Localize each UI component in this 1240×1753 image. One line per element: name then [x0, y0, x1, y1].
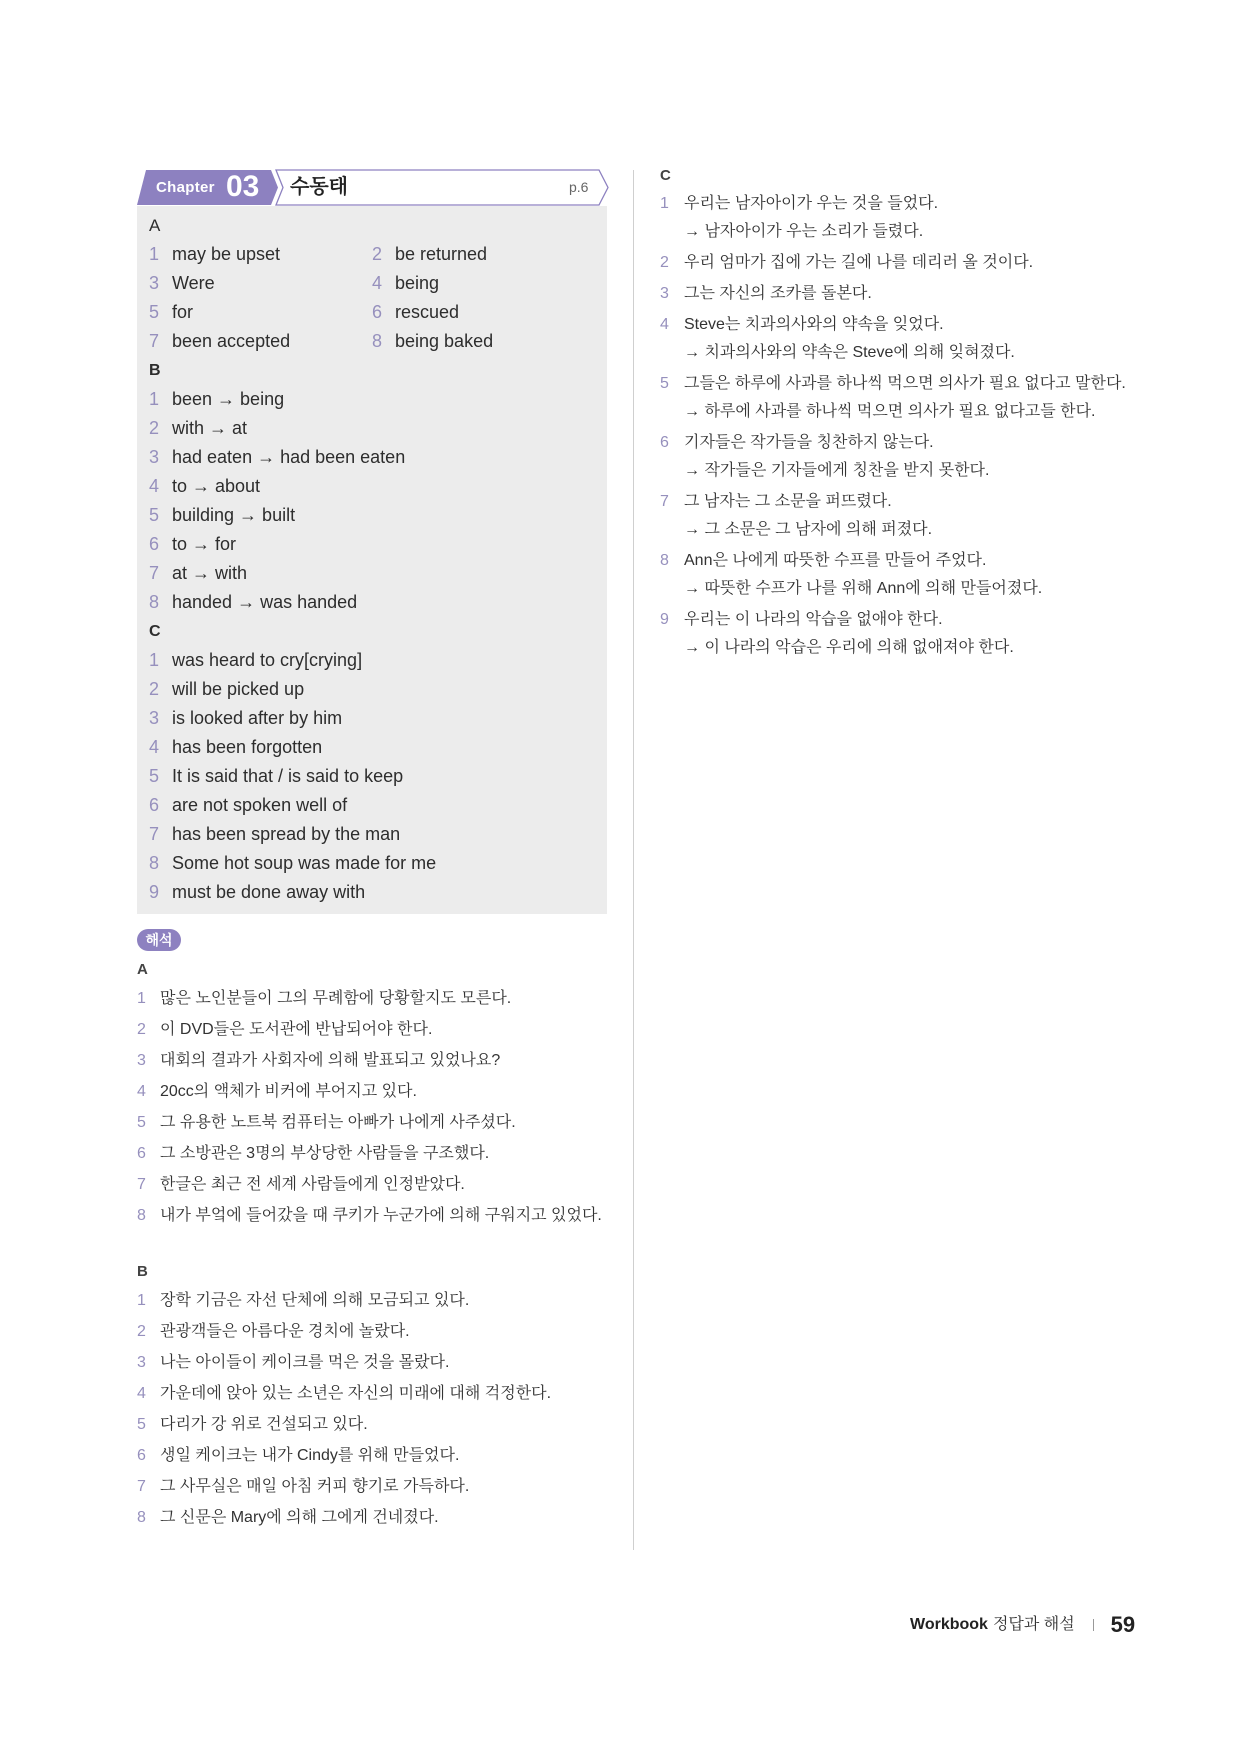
item-number: 9: [660, 611, 669, 628]
answer-item: [372, 269, 595, 298]
translation-text: 20cc의 액체가 비커에 부어지고 있다.: [160, 1083, 417, 1100]
item-number: 3: [149, 447, 160, 467]
passive-rewrite: → 하루에 사과를 하나씩 먹으면 의사가 필요 없다고들 한다.: [684, 403, 1096, 420]
answer-text: Were: [172, 273, 215, 293]
item-number: 4: [660, 316, 669, 333]
translation-text: 우리는 이 나라의 악습을 없애야 한다.: [684, 611, 943, 628]
answer-text: are not spoken well of: [172, 795, 348, 815]
answer-item: [149, 791, 595, 820]
item-number: 8: [660, 552, 669, 569]
item-number: 2: [149, 679, 160, 699]
item-number: 6: [372, 302, 383, 322]
page-footer: [910, 1612, 1135, 1638]
translation-section-b: [137, 1259, 551, 1533]
passive-rewrite: → 그 소문은 그 남자에 의해 퍼졌다.: [684, 521, 933, 538]
translation-item: [137, 1502, 551, 1533]
translation-item: [660, 249, 1126, 277]
answer-text: had eaten → had been eaten: [172, 447, 406, 467]
translation-text: 그 유용한 노트북 컴퓨터는 아빠가 나에게 사주셨다.: [160, 1114, 516, 1131]
translation-text: 우리 엄마가 집에 가는 길에 나를 데리러 올 것이다.: [684, 254, 1034, 271]
answer-item: [372, 240, 595, 269]
translation-badge: 해석: [137, 929, 181, 951]
answer-text: rescued: [395, 302, 460, 322]
translation-text: 한글은 최근 전 세계 사람들에게 인정받았다.: [160, 1176, 465, 1193]
answer-item: [149, 588, 595, 617]
column-divider: [633, 170, 634, 1550]
answer-text: may be upset: [172, 244, 281, 264]
answer-item: [149, 704, 595, 733]
translation-text: 다리가 강 위로 건설되고 있다.: [160, 1416, 368, 1433]
item-number: 5: [149, 302, 160, 322]
answer-item: [149, 385, 595, 414]
translation-item: [137, 983, 602, 1014]
page-reference: p.6: [569, 179, 589, 195]
item-number: 1: [660, 195, 669, 212]
item-number: 7: [137, 1478, 146, 1495]
answer-item: [149, 820, 595, 849]
translation-item: [660, 311, 1126, 367]
answer-text: will be picked up: [172, 679, 305, 699]
item-number: 9: [149, 882, 160, 902]
translation-text: 우리는 남자아이가 우는 것을 들었다.: [684, 195, 939, 212]
item-number: 6: [660, 434, 669, 451]
translation-text: 기자들은 작가들을 칭찬하지 않는다.: [684, 434, 934, 451]
item-number: 8: [137, 1509, 146, 1526]
item-number: 7: [149, 563, 160, 583]
answer-item: [149, 327, 372, 356]
answer-text: being baked: [395, 331, 494, 351]
answer-text: at → with: [172, 563, 248, 583]
translation-item: [137, 1316, 551, 1347]
item-number: 3: [149, 273, 160, 293]
item-number: 2: [372, 244, 383, 264]
translation-text: 대회의 결과가 사회자에 의해 발표되고 있었나요?: [160, 1052, 501, 1069]
answer-list-b: [149, 385, 595, 617]
item-number: 3: [149, 708, 160, 728]
answer-item: [149, 443, 595, 472]
translation-text: 그 소방관은 3명의 부상당한 사람들을 구조했다.: [160, 1145, 490, 1162]
translation-text: 많은 노인분들이 그의 무례함에 당황할지도 모른다.: [160, 990, 512, 1007]
item-number: 6: [149, 795, 160, 815]
answer-text: has been forgotten: [172, 737, 323, 757]
answer-text: been → being: [172, 389, 285, 409]
item-number: 4: [137, 1385, 146, 1402]
translation-section-a: [137, 957, 602, 1231]
section-heading-b: B: [149, 362, 161, 379]
item-number: 3: [137, 1052, 146, 1069]
translation-text: 그 신문은 Mary에 의해 그에게 건네졌다.: [160, 1509, 439, 1526]
translation-item: [137, 1169, 602, 1200]
item-number: 4: [137, 1083, 146, 1100]
answer-list-c: [149, 646, 595, 907]
answer-text: must be done away with: [172, 882, 366, 902]
answer-item: [149, 762, 595, 791]
answer-text: to → about: [172, 476, 261, 496]
answer-text: building → built: [172, 505, 296, 525]
translation-item: [137, 1378, 551, 1409]
translation-text: 그들은 하루에 사과를 하나씩 먹으면 의사가 필요 없다고 말한다.: [684, 375, 1126, 392]
item-number: 4: [149, 737, 160, 757]
translation-item: [137, 1076, 602, 1107]
translation-text: 생일 케이크는 내가 Cindy를 위해 만들었다.: [160, 1447, 460, 1464]
answer-item: [149, 298, 372, 327]
answer-text: has been spread by the man: [172, 824, 401, 844]
answer-item: [149, 530, 595, 559]
translation-item: [137, 1014, 602, 1045]
translation-item: [660, 280, 1126, 308]
translation-text: 관광객들은 아름다운 경치에 놀랐다.: [160, 1323, 410, 1340]
answer-text: be returned: [395, 244, 488, 264]
item-number: 7: [149, 824, 160, 844]
item-number: 1: [149, 244, 160, 264]
answer-item: [149, 414, 595, 443]
translation-text: 장학 기금은 자선 단체에 의해 모금되고 있다.: [160, 1292, 470, 1309]
item-number: 8: [137, 1207, 146, 1224]
translation-item: [137, 1107, 602, 1138]
translation-item: [660, 429, 1126, 485]
passive-rewrite: → 작가들은 기자들에게 칭찬을 받지 못한다.: [684, 462, 990, 479]
item-number: 1: [137, 1292, 146, 1309]
passive-rewrite: → 이 나라의 악습은 우리에 의해 없애져야 한다.: [684, 639, 1014, 656]
translation-text: Ann은 나에게 따뜻한 수프를 만들어 주었다.: [684, 552, 987, 569]
translation-section-c: [660, 162, 1126, 665]
passive-rewrite: → 따뜻한 수프가 나를 위해 Ann에 의해 만들어졌다.: [684, 580, 1043, 597]
answer-item: [149, 269, 372, 298]
item-number: 6: [137, 1447, 146, 1464]
chapter-number: 03: [226, 170, 260, 203]
item-number: 2: [149, 418, 160, 438]
item-number: 8: [149, 853, 160, 873]
item-number: 5: [660, 375, 669, 392]
translation-text: Steve는 치과의사와의 약속을 잊었다.: [684, 316, 944, 333]
item-number: 1: [149, 389, 160, 409]
translation-text: 이 DVD들은 도서관에 반납되어야 한다.: [160, 1021, 433, 1038]
translation-item: [137, 1045, 602, 1076]
item-number: 5: [149, 505, 160, 525]
section-heading-a: A: [149, 216, 161, 235]
translation-text: 그는 자신의 조카를 돌본다.: [684, 285, 872, 302]
translation-item: [660, 190, 1126, 246]
answer-text: being: [395, 273, 440, 293]
answer-item: [149, 240, 372, 269]
footer-book-title: Workbook: [910, 1616, 988, 1634]
item-number: 4: [149, 476, 160, 496]
passive-rewrite: → 남자아이가 우는 소리가 들렸다.: [684, 223, 924, 240]
answer-text: It is said that / is said to keep: [172, 766, 404, 786]
translation-text: 나는 아이들이 케이크를 먹은 것을 몰랐다.: [160, 1354, 450, 1371]
item-number: 6: [149, 534, 160, 554]
item-number: 7: [149, 331, 160, 351]
section-heading-c: C: [149, 623, 161, 640]
item-number: 4: [372, 273, 383, 293]
chapter-header: [137, 169, 609, 206]
translation-item: [137, 1471, 551, 1502]
item-number: 2: [660, 254, 669, 271]
translation-text: 가운데에 앉아 있는 소년은 자신의 미래에 대해 걱정한다.: [160, 1385, 552, 1402]
answer-item: [149, 849, 595, 878]
page-number: 59: [1110, 1612, 1136, 1637]
translation-item: [137, 1409, 551, 1440]
translation-item: [137, 1347, 551, 1378]
answer-item: [149, 559, 595, 588]
item-number: 7: [660, 493, 669, 510]
chapter-label: Chapter: [156, 179, 215, 196]
answer-text: been accepted: [172, 331, 291, 351]
answer-item: [372, 298, 595, 327]
item-number: 2: [137, 1323, 146, 1340]
answer-item: [149, 733, 595, 762]
chapter-title: 수동태: [290, 176, 348, 198]
item-number: 5: [137, 1114, 146, 1131]
translation-item: [137, 1200, 602, 1231]
item-number: 3: [137, 1354, 146, 1371]
footer-separator: [1093, 1619, 1094, 1631]
translation-text: 그 남자는 그 소문을 퍼뜨렸다.: [684, 493, 892, 510]
item-number: 3: [660, 285, 669, 302]
item-number: 7: [137, 1176, 146, 1193]
translation-text: 그 사무실은 매일 아침 커피 향기로 가득하다.: [160, 1478, 470, 1495]
section-heading-b: B: [137, 1263, 148, 1280]
section-heading-c: C: [660, 167, 671, 184]
answer-box: [137, 206, 607, 914]
item-number: 2: [137, 1021, 146, 1038]
translation-item: [660, 370, 1126, 426]
item-number: 8: [149, 592, 160, 612]
footer-section-title: 정답과 해설: [992, 1616, 1075, 1634]
item-number: 5: [137, 1416, 146, 1433]
translation-item: [660, 606, 1126, 662]
passive-rewrite: → 치과의사와의 약속은 Steve에 의해 잊혀졌다.: [684, 344, 1015, 361]
answer-text: was heard to cry[crying]: [172, 650, 363, 670]
answer-text: for: [172, 302, 194, 322]
answer-item: [372, 327, 595, 356]
answer-item: [149, 675, 595, 704]
answer-list-a: [149, 240, 595, 356]
translation-item: [660, 488, 1126, 544]
translation-item: [137, 1285, 551, 1316]
translation-text: 내가 부엌에 들어갔을 때 쿠키가 누군가에 의해 구워지고 있었다.: [160, 1207, 602, 1224]
answer-item: [149, 472, 595, 501]
answer-text: is looked after by him: [172, 708, 343, 728]
translation-item: [137, 1138, 602, 1169]
item-number: 6: [137, 1145, 146, 1162]
answer-text: to → for: [172, 534, 237, 554]
item-number: 8: [372, 331, 383, 351]
section-heading-a: A: [137, 961, 148, 978]
answer-item: [149, 501, 595, 530]
translation-item: [660, 547, 1126, 603]
translation-item: [137, 1440, 551, 1471]
item-number: 1: [137, 990, 146, 1007]
item-number: 5: [149, 766, 160, 786]
answer-text: handed → was handed: [172, 592, 358, 612]
answer-item: [149, 646, 595, 675]
item-number: 1: [149, 650, 160, 670]
answer-item: [149, 878, 595, 907]
answer-text: Some hot soup was made for me: [172, 853, 437, 873]
answer-text: with → at: [172, 418, 248, 438]
